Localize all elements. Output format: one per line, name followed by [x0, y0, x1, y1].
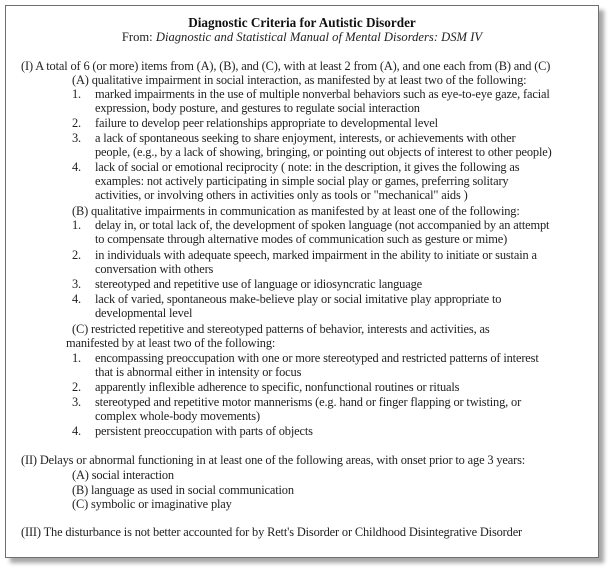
criterion-b-item-1-line-1: delay in, or total lack of, the development of spoken language (not accompanied by an attempt: [95, 218, 550, 232]
criterion-a-item-4-line-1: lack of social or emotional reciprocity ( note: in the description, it gives the following as: [95, 160, 520, 174]
criterion-c-item-2-line-1: apparently inflexible adherence to specific, nonfunctional routines or rituals: [95, 380, 460, 394]
criterion-a-item-1-line-1: marked impairments in the use of multiple nonverbal behaviors such as eye-to-eye gaze, facial: [95, 87, 550, 101]
criterion-c-item-1-line-2: that is abnormal either in intensity or focus: [95, 365, 302, 379]
criterion-a-heading: (A) qualitative impairment in social interaction, as manifested by at least two of the following:: [72, 73, 527, 87]
document-body: [6, 6, 598, 557]
criterion-b-item-1-number: 1.: [72, 218, 81, 232]
criterion-c-heading-line-1: (C) restricted repetitive and stereotyped patterns of behavior, interests and activities, as: [72, 322, 490, 336]
criterion-b-item-3-number: 3.: [72, 277, 81, 291]
criterion-a-item-2-number: 2.: [72, 116, 81, 130]
criterion-c-item-3-line-2: complex whole-body movements): [95, 409, 260, 423]
criterion-a-item-1-line-2: expression, body posture, and gestures to regulate social interaction: [95, 101, 420, 115]
source-book-title: Diagnostic and Statistical Manual of Mental Disorders: DSM IV: [155, 30, 483, 44]
criterion-a-item-4-line-2: examples: not actively participating in simple social play or games, preferring solitary: [95, 174, 509, 188]
criterion-b-item-2-line-2: conversation with others: [95, 262, 214, 276]
criterion-c-item-2-number: 2.: [72, 380, 81, 394]
section-3-text: (III) The disturbance is not better accounted for by Rett's Disorder or Childhood Disintegrative Disorder: [21, 525, 523, 539]
section-2-item-b: (B) language as used in social communication: [72, 483, 294, 497]
criterion-c-item-3-number: 3.: [72, 395, 81, 409]
section-2-item-c: (C) symbolic or imaginative play: [72, 497, 232, 511]
criterion-b-item-3-line-1: stereotyped and repetitive use of language or idiosyncratic language: [95, 277, 422, 291]
criterion-a-item-4-line-3: activities, or involving others in activities only as tools or "mechanical" aids ): [95, 188, 468, 202]
criterion-a-item-3-number: 3.: [72, 131, 81, 145]
criterion-a-item-4-number: 4.: [72, 160, 81, 174]
criterion-a-item-1-number: 1.: [72, 87, 81, 101]
criterion-c-item-4-number: 4.: [72, 424, 81, 438]
criterion-b-heading: (B) qualitative impairments in communication as manifested by at least one of the following:: [72, 204, 520, 218]
criterion-b-item-1-line-2: to compensate through alternative modes of communication such as gesture or mime): [95, 232, 508, 246]
criterion-a-item-3-line-1: a lack of spontaneous seeking to share enjoyment, interests, or achievements with other: [95, 131, 516, 145]
criterion-c-item-3-line-1: stereotyped and repetitive motor mannerisms (e.g. hand or finger flapping or twisting, or: [95, 395, 522, 409]
source-citation: [6, 31, 598, 45]
criterion-b-item-4-number: 4.: [72, 292, 81, 306]
section-1-intro: (I) A total of 6 (or more) items from (A), (B), and (C), with at least 2 from (A), and one each from (B) and (C): [21, 59, 551, 73]
source-prefix: From:: [121, 30, 156, 44]
criterion-a-item-2-line-1: failure to develop peer relationships appropriate to developmental level: [95, 116, 438, 130]
criterion-c-item-1-line-1: encompassing preoccupation with one or more stereotyped and restricted patterns of interest: [95, 351, 539, 365]
criterion-c-heading-line-2: manifested by at least two of the following:: [66, 336, 276, 350]
criterion-b-item-4-line-1: lack of varied, spontaneous make-believe play or social imitative play appropriate to: [95, 292, 502, 306]
section-2-intro: (II) Delays or abnormal functioning in at least one of the following areas, with onset prior to age 3 years:: [21, 453, 526, 467]
criteria-box: [5, 5, 599, 558]
document-title: Diagnostic Criteria for Autistic Disorder: [188, 15, 416, 30]
criterion-a-item-3-line-2: people, (e.g., by a lack of showing, bringing, or pointing out objects of interest to other people): [95, 145, 552, 159]
criterion-b-item-4-line-2: developmental level: [95, 306, 193, 320]
criterion-b-item-2-number: 2.: [72, 248, 81, 262]
criterion-c-item-4-line-1: persistent preoccupation with parts of objects: [95, 424, 313, 438]
criterion-c-item-1-number: 1.: [72, 351, 81, 365]
criterion-b-item-2-line-1: in individuals with adequate speech, marked impairment in the ability to initiate or sustain a: [95, 248, 537, 262]
section-2-item-a: (A) social interaction: [72, 468, 174, 482]
